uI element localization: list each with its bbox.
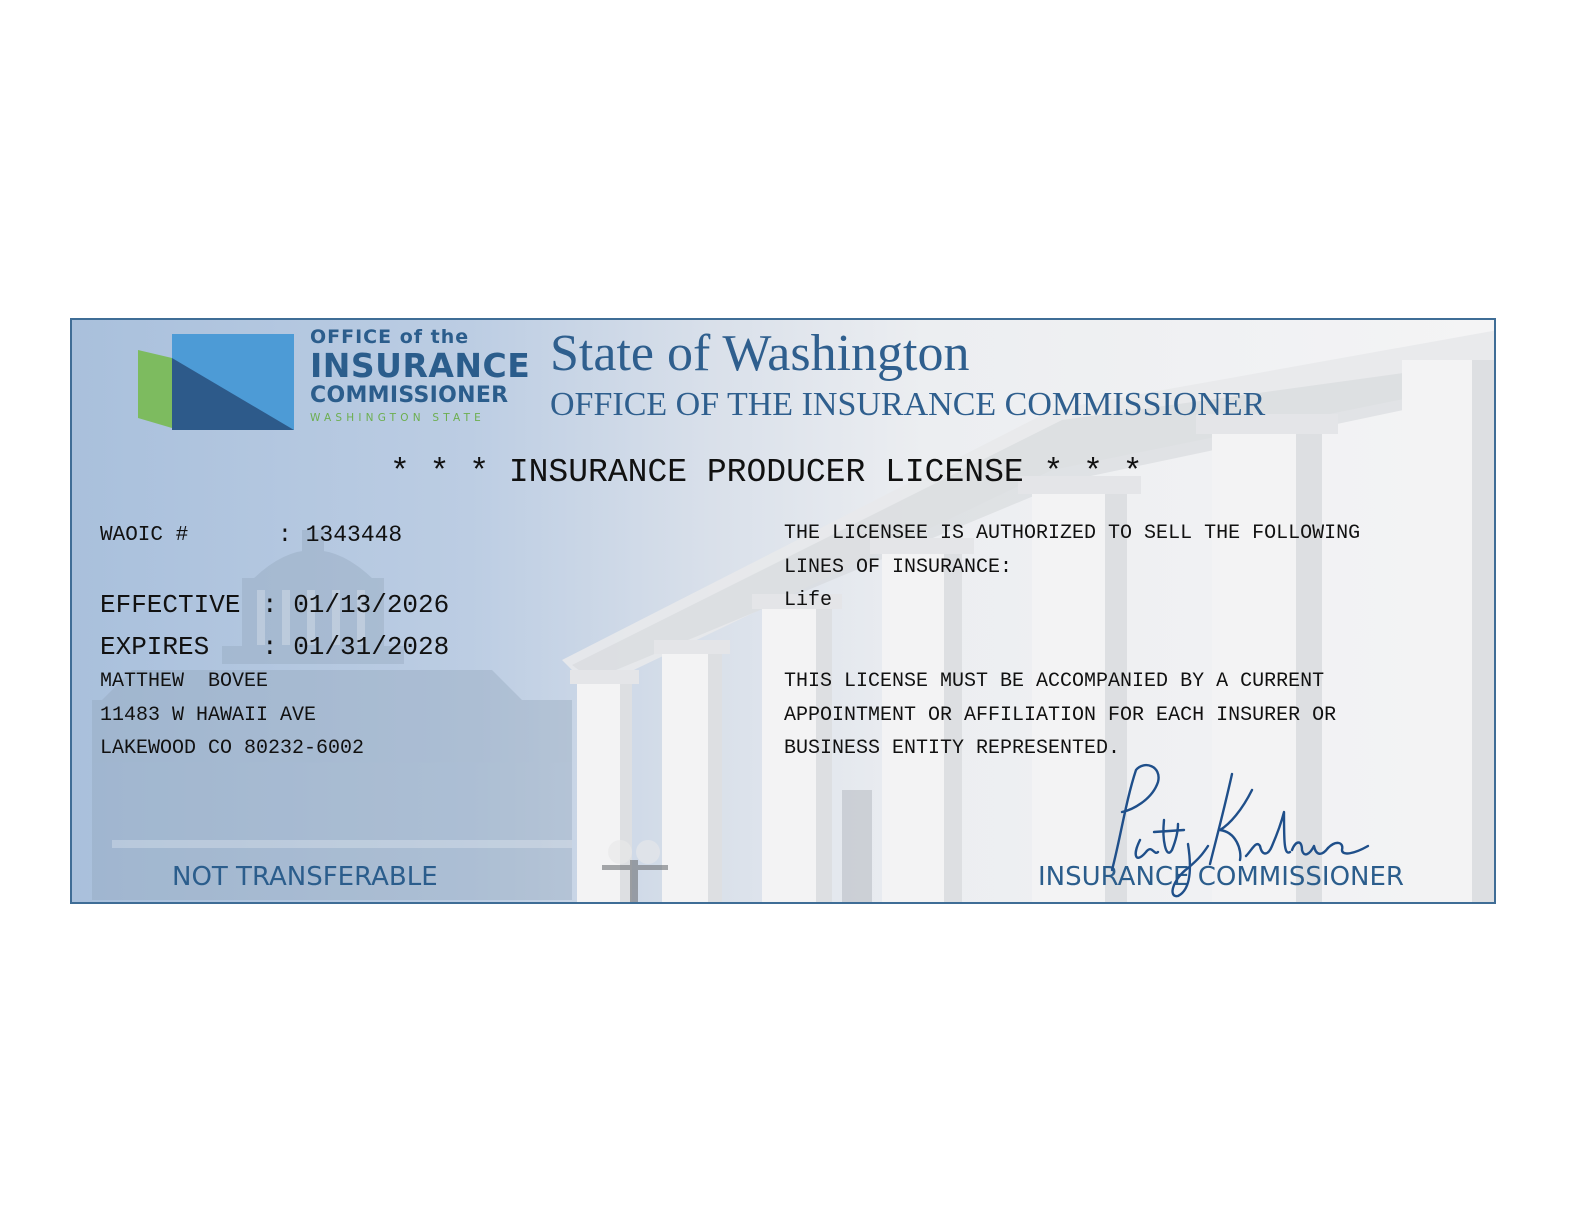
- waoic-label: WAOIC #: [100, 524, 189, 547]
- licensee-address-line-1: 11483 W HAWAII AVE: [100, 704, 317, 727]
- notice-line-1: THIS LICENSE MUST BE ACCOMPANIED BY A CURRENT: [784, 670, 1325, 693]
- line-of-insurance-item: Life: [784, 589, 833, 612]
- licensee-address-line-2: LAKEWOOD CO 80232-6002: [100, 737, 365, 760]
- expires-label: EXPIRES: [100, 632, 210, 662]
- state-title: State of Washington: [550, 325, 970, 382]
- license-title: * * * INSURANCE PRODUCER LICENSE * * *: [390, 454, 1143, 491]
- commissioner-signature-image: [1092, 760, 1382, 900]
- notice-line-3: BUSINESS ENTITY REPRESENTED.: [784, 737, 1121, 760]
- effective-label: EFFECTIVE: [100, 590, 241, 620]
- office-title: OFFICE OF THE INSURANCE COMMISSIONER: [550, 386, 1266, 423]
- expires-value: : 01/31/2028: [262, 632, 450, 662]
- license-card: [70, 318, 1496, 904]
- waoic-value: : 1343448: [278, 522, 403, 548]
- authorization-line-2: LINES OF INSURANCE:: [784, 556, 1013, 579]
- licensee-name: MATTHEW BOVEE: [100, 670, 269, 693]
- logo-line-1: OFFICE of the: [310, 326, 470, 348]
- oic-logo-text: [310, 328, 530, 424]
- logo-line-4: WASHINGTON STATE: [310, 412, 486, 424]
- not-transferable-label: NOT TRANSFERABLE: [172, 862, 438, 892]
- effective-value: : 01/13/2026: [262, 590, 450, 620]
- commissioner-title: INSURANCE COMMISSIONER: [1038, 862, 1404, 892]
- notice-line-2: APPOINTMENT OR AFFILIATION FOR EACH INSURER OR: [784, 704, 1337, 727]
- logo-line-2: INSURANCE: [310, 346, 531, 385]
- logo-line-3: COMMISSIONER: [310, 383, 509, 408]
- authorization-line-1: THE LICENSEE IS AUTHORIZED TO SELL THE FOLLOWING: [784, 522, 1361, 545]
